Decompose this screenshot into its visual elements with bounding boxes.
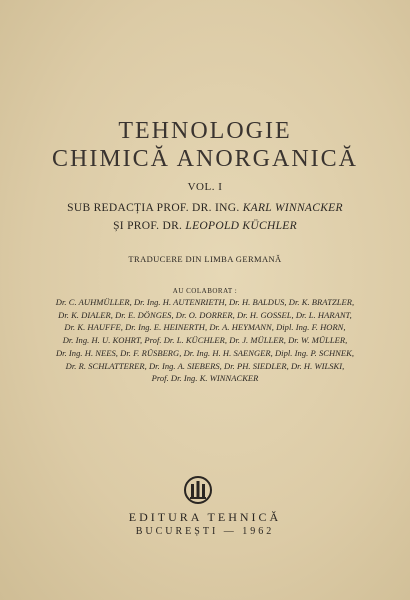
publication-city-year: BUCUREȘTI — 1962 bbox=[135, 526, 275, 537]
editors-line-2 bbox=[0, 220, 410, 232]
editors-line-1-prefix: SUB REDACȚIA PROF. DR. ING. bbox=[67, 202, 240, 214]
translation-note: TRADUCERE DIN LIMBA GERMANĂ bbox=[128, 254, 282, 264]
collaborators-line: Dr. C. AUHMÜLLER, Dr. Ing. H. AUTENRIETH, Dr. H. BALDUS, Dr. K. BRATZLER, bbox=[55, 297, 355, 307]
collaborators-line: Dr. K. HAUFFE, Dr. Ing. E. HEINERTH, Dr. A. HEYMANN, Dipl. Ing. F. HORN, bbox=[64, 322, 346, 333]
editor-name-1: KARL WINNACKER bbox=[242, 202, 343, 214]
title-line-1: TEHNOLOGIE bbox=[118, 118, 292, 144]
title-line-2: CHIMICĂ ANORGANICĂ bbox=[51, 146, 358, 172]
editors-line-2-prefix: ȘI PROF. DR. bbox=[113, 220, 183, 232]
collaborators-list bbox=[0, 296, 410, 385]
editor-name-2: LEOPOLD KÜCHLER bbox=[185, 220, 297, 232]
collaborators-line: Dr. Ing. H. NEES, Dr. F. RÜSBERG, Dr. Ing. H. H. SAENGER, Dipl. Ing. P. SCHNEK, bbox=[55, 347, 355, 358]
volume-label: VOL. I bbox=[187, 181, 223, 193]
editors-line-1 bbox=[0, 202, 410, 214]
collaborators-line: Dr. K. DIALER, Dr. E. DÖNGES, Dr. O. DORRER, Dr. H. GOSSEL, Dr. L. HARANT, bbox=[58, 309, 352, 320]
collaborators-line: Prof. Dr. Ing. K. WINNACKER bbox=[151, 373, 259, 384]
publisher-logo-icon bbox=[183, 475, 213, 505]
collaborators-line: Dr. Ing. H. U. KOHRT, Prof. Dr. L. KÜCHLER, Dr. J. MÜLLER, Dr. W. MÜLLER, bbox=[62, 335, 348, 346]
collaborators-heading: AU COLABORAT : bbox=[172, 287, 238, 295]
collaborators-line: Dr. R. SCHLATTERER, Dr. Ing. A. SIEBERS, Dr. PH. SIEDLER, Dr. H. WILSKI, bbox=[65, 360, 345, 371]
publisher-name: EDITURA TEHNICĂ bbox=[128, 510, 282, 524]
